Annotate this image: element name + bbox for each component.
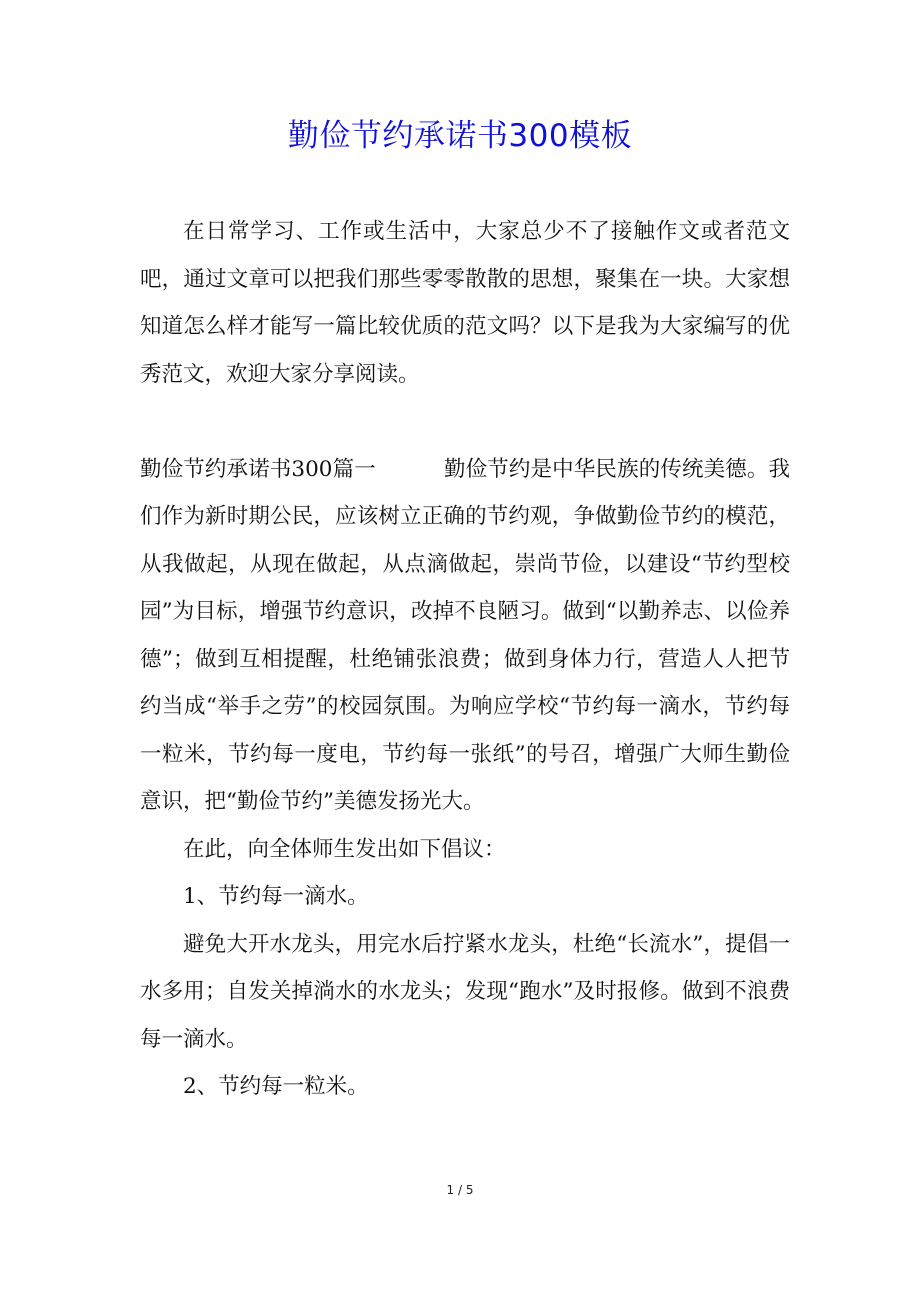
section1-text: 勤俭节约是中华民族的传统美德。我们作为新时期公民，应该树立正确的节约观，争做勤俭节约的模范，从我做起，从现在做起，从点滴做起，崇尚节俭，以建设“节约型校园”为目标，增强节约意识，改掉不良陋习。做到“以勤养志、以俭养德”；做到互相提醒，杜绝铺张浪费；做到身体力行，营造人人把节约当成“举手之劳”的校园氛围。为响应学校“节约每一滴水，节约每一粒米，节约每一度电，节约每一张纸”的号召，增强广大师生勤俭意识，把“勤俭节约”美德发扬光大。 (140, 456, 790, 814)
paragraph-gap (140, 398, 790, 446)
page-number: 1 / 5 (446, 1183, 474, 1197)
document-body (140, 208, 790, 1111)
section1-paragraph (140, 446, 790, 826)
section1-label: 勤俭节约承诺书300篇一 (140, 456, 376, 482)
item2-heading: 2、节约每一粒米。 (183, 1074, 369, 1099)
document-title: 勤俭节约承诺书300模板 (287, 118, 633, 154)
call-paragraph: 在此，向全体师生发出如下倡议： (183, 836, 506, 862)
item1-heading: 1、节约每一滴水。 (183, 884, 369, 909)
intro-paragraph: 在日常学习、工作或生活中，大家总少不了接触作文或者范文吧，通过文章可以把我们那些零零散散的思想，聚集在一块。大家想知道怎么样才能写一篇比较优质的范文吗？以下是我为大家编写的优秀范文，欢迎大家分享阅读。 (140, 219, 790, 387)
item1-paragraph: 避免大开水龙头，用完水后拧紧水龙头，杜绝“长流水”，提倡一水多用；自发关掉淌水的水龙头；发现“跑水”及时报修。做到不浪费每一滴水。 (140, 931, 790, 1052)
